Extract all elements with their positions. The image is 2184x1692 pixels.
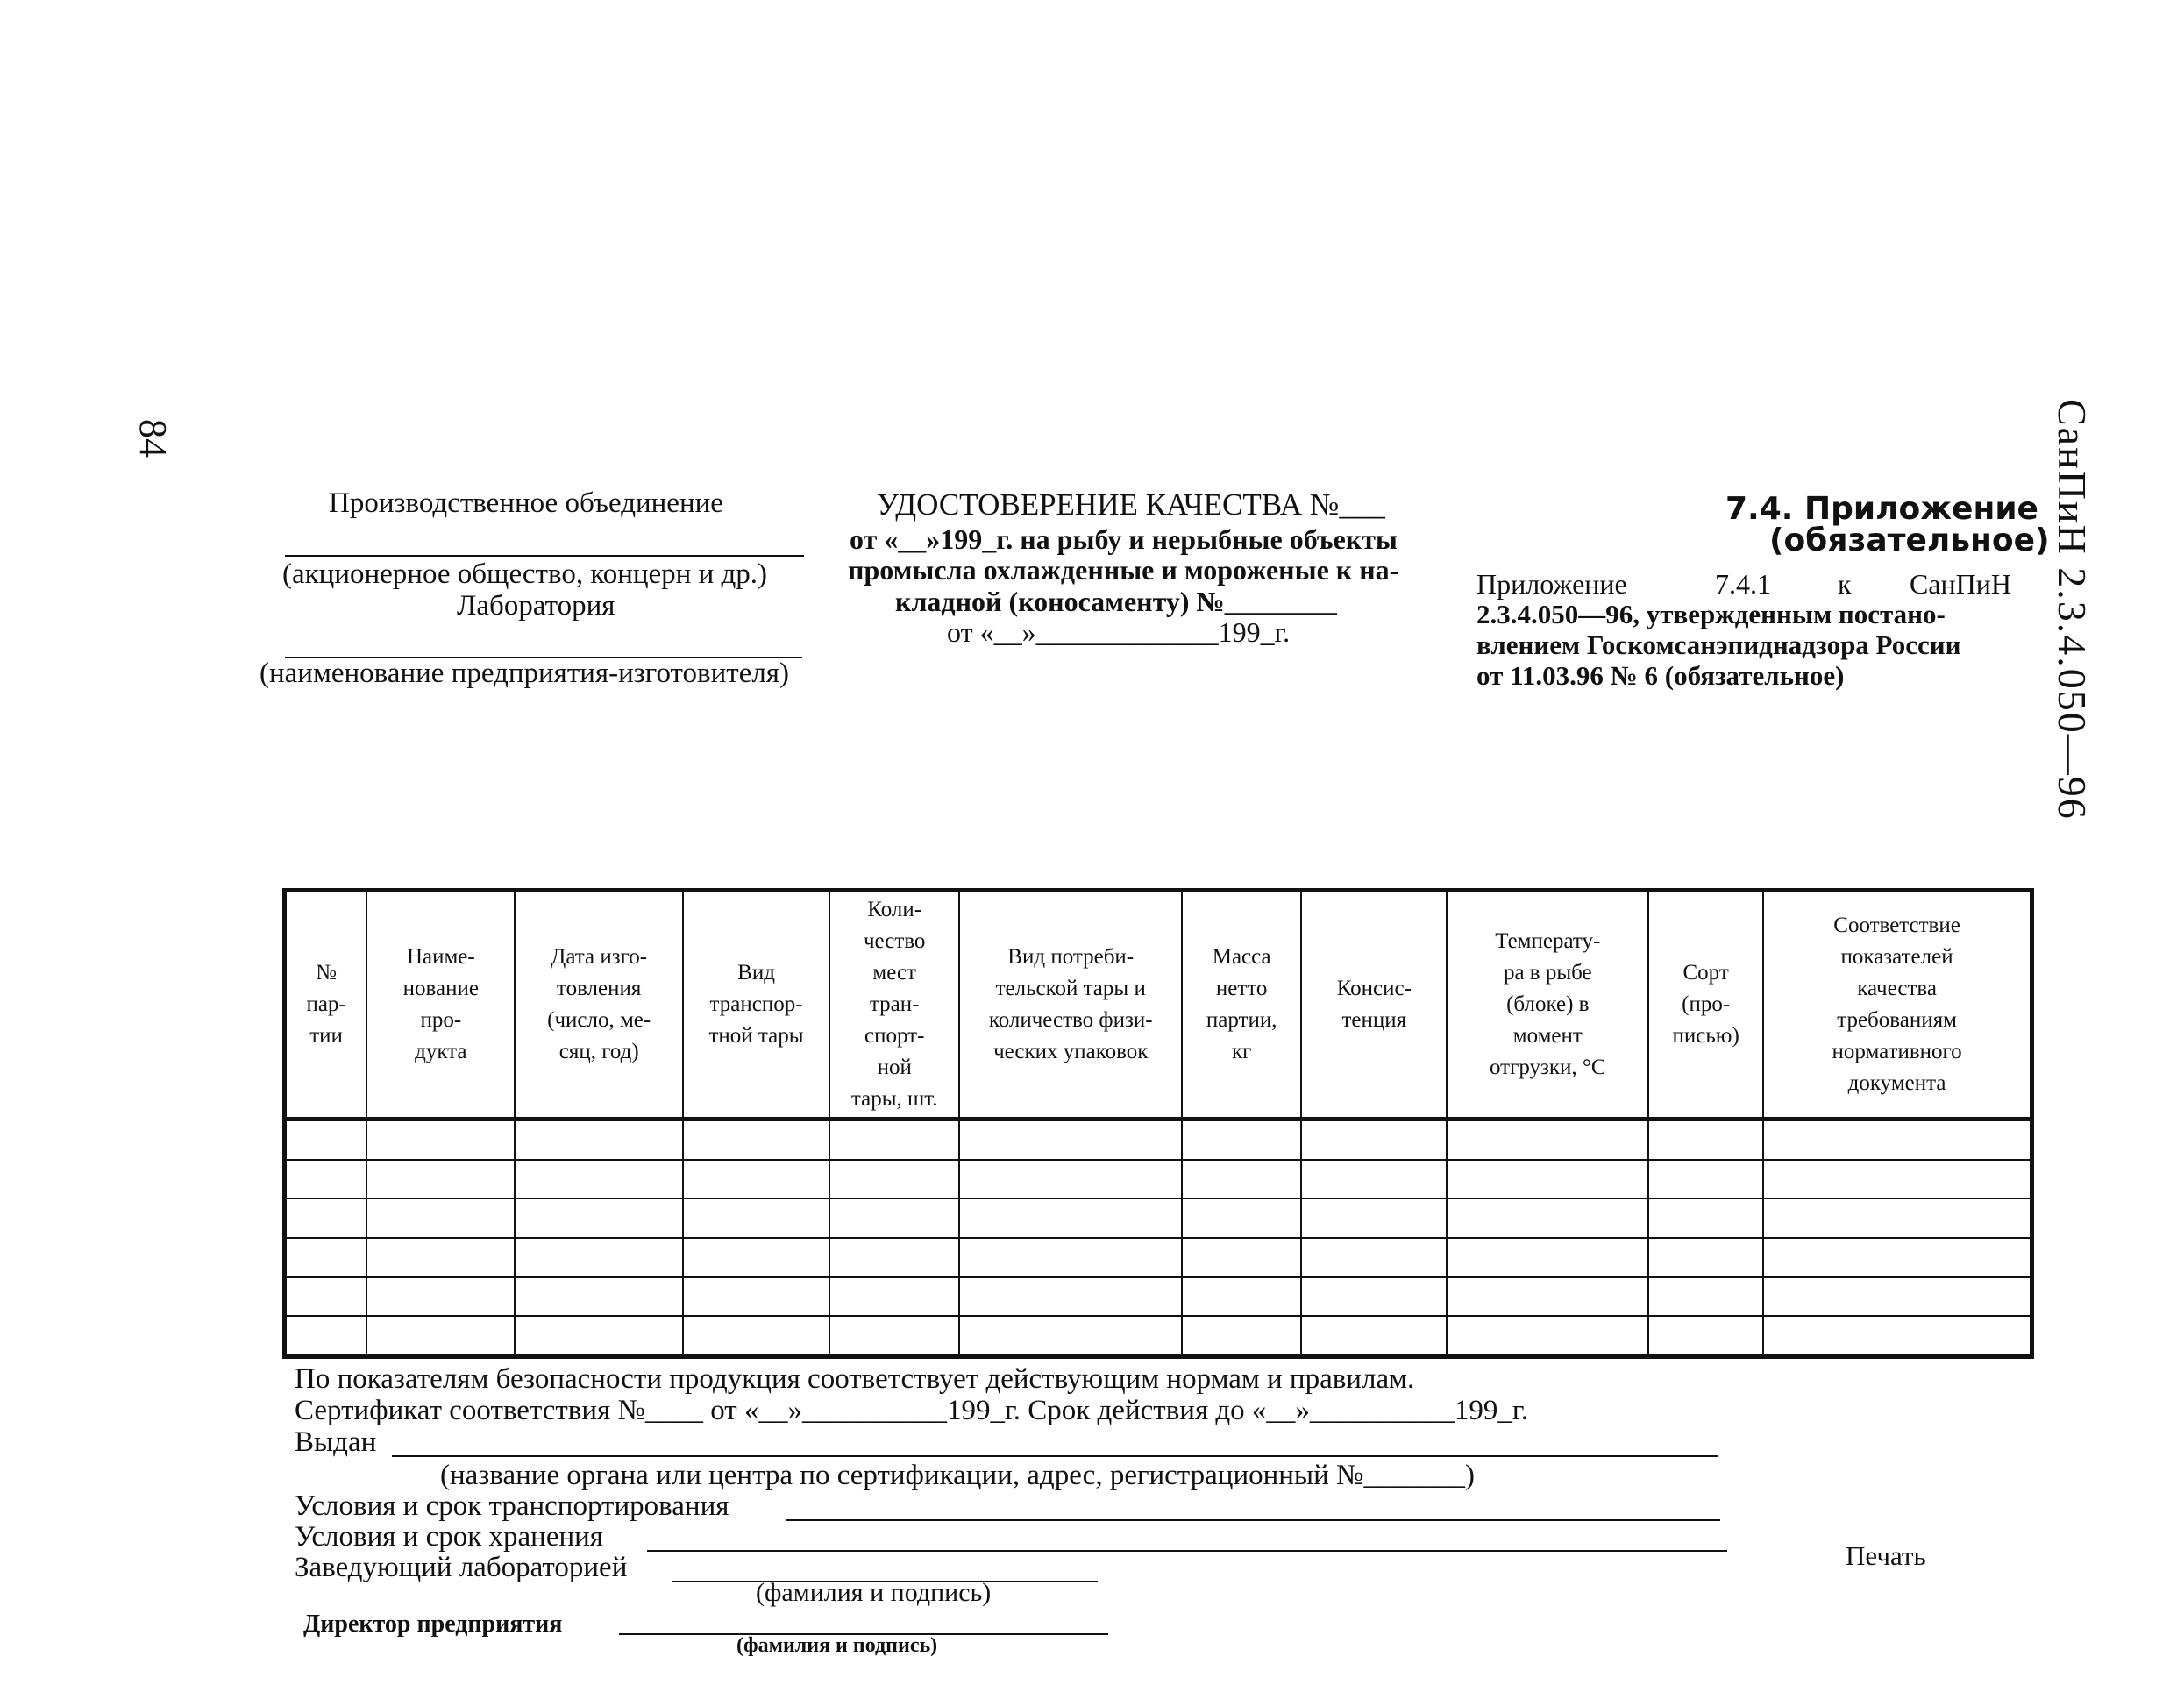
table-cell [1182,1238,1301,1277]
table-row [285,1160,2032,1199]
table-cell [285,1238,367,1277]
appendix-ref-2: 2.3.4.050—96, утвержденным постано- [1476,599,1946,629]
table-cell [1648,1238,1763,1277]
table-cell [1182,1198,1301,1238]
column-header: Коли- чество мест тран- спорт- ной тары, шт. [829,891,959,1120]
table-cell [1182,1120,1301,1160]
appendix-ref-1d: СанПиН [1910,568,2012,600]
org-label: Производственное объединение [329,487,723,519]
page-number: 84 [132,419,174,458]
director-sign-caption: (фамилия и подпись) [736,1634,938,1657]
table-cell [285,1277,367,1317]
org-caption: (акционерное общество, концерн и др.) [282,558,768,590]
column-header: Наиме- нование про- дукта [366,891,515,1120]
table-cell [285,1160,367,1199]
table-cell [959,1277,1182,1317]
table-cell [1301,1160,1447,1199]
column-header: Соответствие показателей качества требованиям нормативного документа [1763,891,2031,1120]
column-header: Консис- тенция [1301,891,1447,1120]
issued-label: Выдан [295,1426,377,1458]
director-label: Директор предприятия [303,1610,563,1638]
table-cell [1301,1120,1447,1160]
quality-table [282,888,2034,1359]
safety-statement: По показателям безопасности продукция соответствует действующим нормам и правилам. [295,1363,1415,1395]
appendix-ref-1b: 7.4.1 [1715,568,1771,600]
lab-head-label: Заведующий лабораторией [295,1552,628,1583]
table-cell [959,1160,1182,1199]
transport-conditions-label: Условия и срок транспортирования [295,1490,729,1522]
storage-blank-line [647,1550,1727,1552]
table-row [285,1198,2032,1238]
table-cell [683,1238,829,1277]
table-cell [1182,1277,1301,1317]
table-cell [1447,1238,1648,1277]
table-cell [515,1198,682,1238]
table-cell [1301,1198,1447,1238]
table-body [285,1120,2032,1357]
stamp-label: Печать [1846,1540,1926,1571]
appendix-ref-1a: Приложение [1476,568,1627,600]
table-header-row [285,891,2032,1120]
table-cell [1763,1160,2031,1199]
table-cell [285,1198,367,1238]
table-cell [515,1277,682,1317]
table-cell [1648,1120,1763,1160]
table-cell [1648,1277,1763,1317]
table-cell [366,1120,515,1160]
appendix-heading: 7.4. Приложение [1725,491,2038,527]
table-cell [683,1120,829,1160]
table-cell [1763,1316,2031,1356]
table-cell [829,1120,959,1160]
table-cell [959,1316,1182,1356]
table-cell [366,1198,515,1238]
table-cell [1447,1120,1648,1160]
certificate-title: УДОСТОВЕРЕНИЕ КАЧЕСТВА №___ [877,487,1385,522]
issued-blank-line [392,1455,1718,1457]
column-header: Вид потреби- тельской тары и количество физи- ческих упаковок [959,891,1182,1120]
table-cell [1763,1277,2031,1317]
table-cell [829,1277,959,1317]
conformity-certificate-line: Сертификат соответствия №____ от «__»__________199_г. Срок действия до «__»__________199_г. [295,1395,1528,1426]
certificate-line-4: от «__»_____________199_г. [947,616,1291,648]
table-cell [1763,1198,2031,1238]
table-cell [366,1277,515,1317]
column-header: № пар- тии [285,891,367,1120]
table-cell [285,1120,367,1160]
column-header: Вид транспор- тной тары [683,891,829,1120]
table-cell [959,1120,1182,1160]
table-cell [683,1198,829,1238]
running-head: СанПиН 2.3.4.050—96 [2050,399,2095,821]
issued-caption: (название органа или центра по сертификации, адрес, регистрационный №_______) [440,1460,1475,1491]
table-cell [1301,1316,1447,1356]
table-cell [515,1316,682,1356]
table-cell [1447,1316,1648,1356]
table-cell [366,1160,515,1199]
table-cell [285,1316,367,1356]
table-cell [683,1277,829,1317]
table-cell [829,1238,959,1277]
table-cell [1301,1238,1447,1277]
certificate-line-2: промысла охлажденные и мороженые к на- [848,554,1399,586]
lab-caption: (наименование предприятия-изготовителя) [260,658,789,689]
table-cell [515,1120,682,1160]
table-cell [683,1160,829,1199]
table-cell [683,1316,829,1356]
table-cell [1447,1277,1648,1317]
table-cell [1182,1160,1301,1199]
table-cell [1648,1160,1763,1199]
column-header: Дата изго- товления (число, ме- сяц, год) [515,891,682,1120]
appendix-ref-3: влением Госкомсанэпиднадзора России [1476,629,1961,660]
transport-blank-line [786,1519,1720,1521]
table-cell [959,1238,1182,1277]
table-cell [366,1316,515,1356]
certificate-line-1: от «__»199_г. на рыбу и нерыбные объекты [850,523,1398,555]
column-header: Сорт (про- писью) [1648,891,1763,1120]
table-cell [515,1238,682,1277]
table-cell [1447,1160,1648,1199]
table-row [285,1238,2032,1277]
table-cell [829,1316,959,1356]
appendix-status: (обязательное) [1769,523,2050,558]
org-blank-line [285,555,804,557]
appendix-ref-4: от 11.03.96 № 6 (обязательное) [1476,660,1845,691]
table-cell [1301,1277,1447,1317]
table-cell [959,1198,1182,1238]
lab-head-sign-caption: (фамилия и подпись) [756,1578,992,1607]
table-cell [1763,1120,2031,1160]
column-header: Температу- ра в рыбе (блоке) в момент отгрузки, °С [1447,891,1648,1120]
table-cell [829,1198,959,1238]
table-cell [1648,1316,1763,1356]
table-row [285,1316,2032,1356]
table-cell [829,1160,959,1199]
table-cell [366,1238,515,1277]
table-cell [1447,1198,1648,1238]
table-cell [1182,1316,1301,1356]
table-cell [515,1160,682,1199]
table-row [285,1120,2032,1160]
table-cell [1763,1238,2031,1277]
certificate-line-3: кладной (коносаменту) №________ [895,586,1337,617]
table-row [285,1277,2032,1317]
table-cell [1648,1198,1763,1238]
lab-label: Лаборатория [457,590,615,622]
storage-conditions-label: Условия и срок хранения [295,1521,603,1553]
column-header: Масса нетто партии, кг [1182,891,1301,1120]
appendix-ref-1c: к [1838,568,1852,600]
